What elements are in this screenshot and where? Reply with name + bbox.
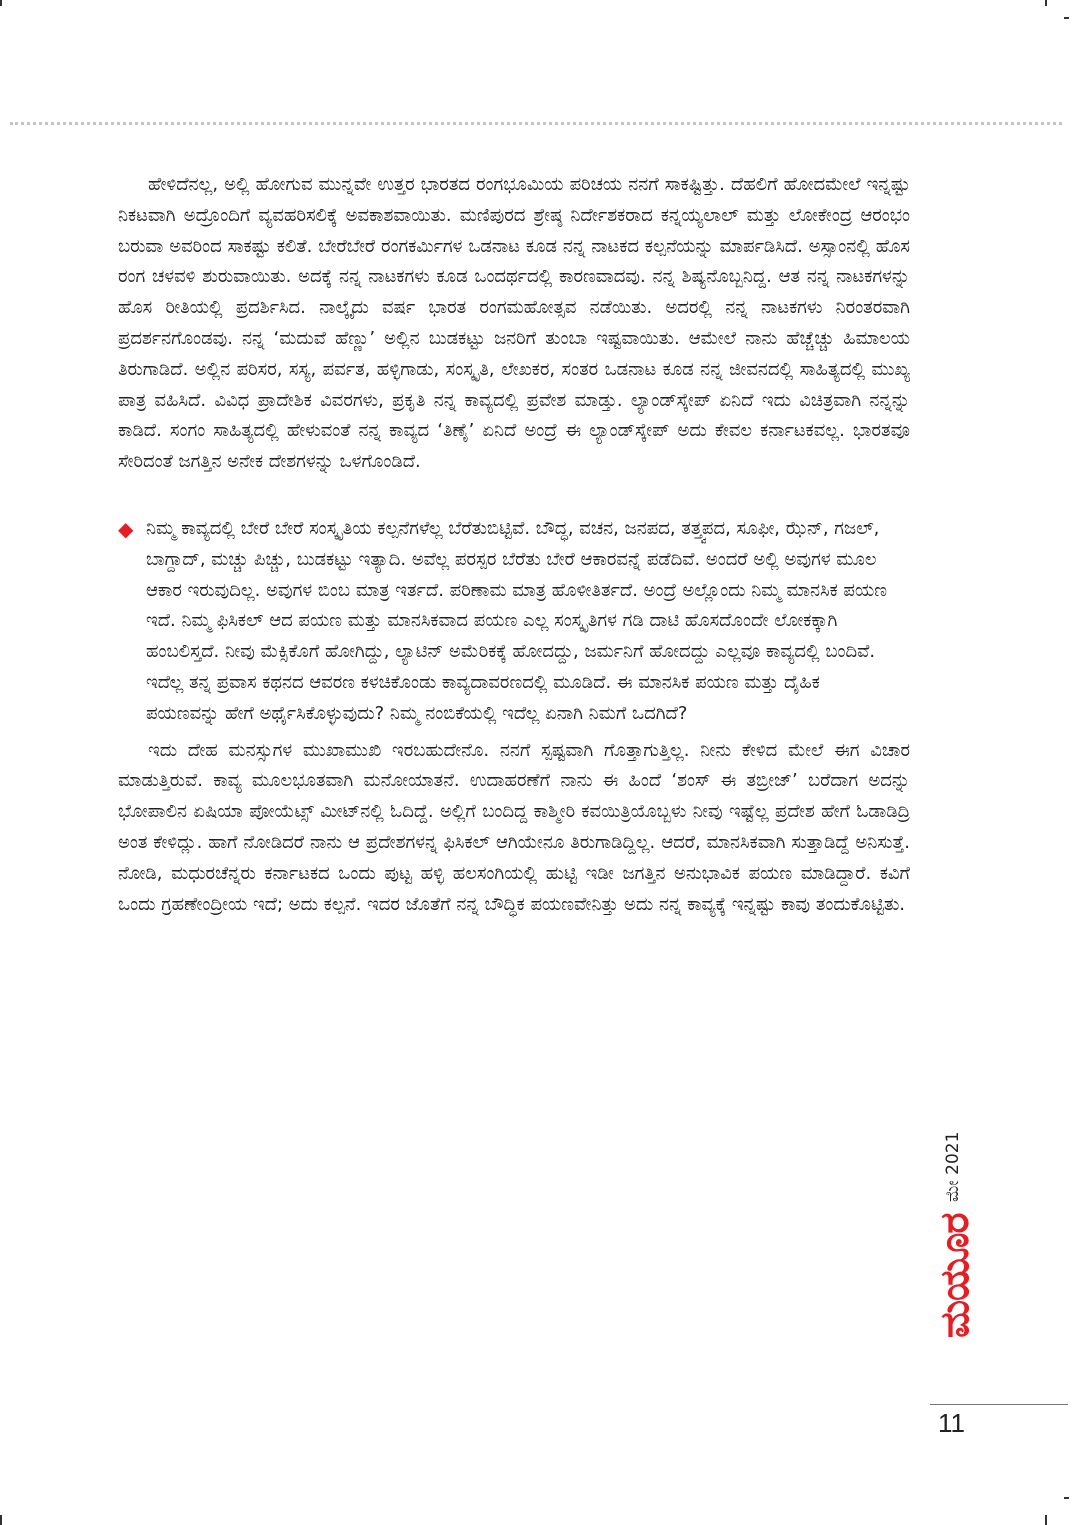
page-number: 11 [938,1408,965,1438]
issue-date: ಮೇ 2021 [943,1131,963,1202]
crop-mark-top-right [1045,0,1047,6]
page-number-rule [930,1404,1068,1405]
crop-mark-bottom-left [0,1515,2,1525]
crop-mark-right-top [1064,17,1069,19]
magazine-masthead-logo: ಮಯೂರ [932,1213,978,1338]
question-text: ನಿಮ್ಮ ಕಾವ್ಯದಲ್ಲಿ ಬೇರೆ ಬೇರೆ ಸಂಸ್ಕೃತಿಯ ಕಲ್ಪನೆಗಳೆಲ್ಲ ಬೆರೆತುಬಿಟ್ಟಿವೆ. ಬೌದ್ಧ, ವಚನ, ಜನಪದ, ತತ್ತ್ವಪದ, ಸೂಫೀ, ಝೆನ್, ಗಜಲ್, ಬಾಗ್ದಾದ್, ಮಚ್ಚು ಪಿಚ್ಚು, ಬುಡಕಟ್ಟು ಇತ್ಯಾದಿ. ಅವೆಲ್ಲ ಪರಸ್ಪರ ಬೆರೆತು ಬೇರೆ ಆಕಾರವನ್ನೆ ಪಡೆದಿವೆ. ಅಂದರೆ ಅಲ್ಲಿ ಅವುಗಳ ಮೂಲ ಆಕಾರ ಇರುವುದಿಲ್ಲ. ಅವುಗಳ ಬಿಂಬ ಮಾತ್ರ ಇರ್ತದೆ. ಪರಿಣಾಮ ಮಾತ್ರ ಹೊಳೀತಿರ್ತದೆ. ಅಂದ್ರೆ ಅಲ್ಲೊಂದು ನಿಮ್ಮ ಮಾನಸಿಕ ಪಯಣ ಇದೆ. ನಿಮ್ಮ ಫಿಸಿಕಲ್ ಆದ ಪಯಣ ಮತ್ತು ಮಾನಸಿಕವಾದ ಪಯಣ ಎಲ್ಲ ಸಂಸ್ಕೃತಿಗಳ ಗಡಿ ದಾಟಿ ಹೊಸದೊಂದೇ ಲೋಕಕ್ಕಾಗಿ ಹಂಬಲಿಸ್ತದೆ. ನೀವು ಮೆಕ್ಸಿಕೊಗೆ ಹೋಗಿದ್ದು, ಲ್ಯಾಟಿನ್ ಅಮೆರಿಕಕ್ಕೆ ಹೋದದ್ದು, ಜರ್ಮನಿಗೆ ಹೋದದ್ದು ಎಲ್ಲವೂ ಕಾವ್ಯದಲ್ಲಿ ಬಂದಿವೆ. ಇದೆಲ್ಲ ತನ್ನ ಪ್ರವಾಸ ಕಥನದ ಆವರಣ ಕಳಚಿಕೊಂಡು ಕಾವ್ಯದಾವರಣದಲ್ಲಿ ಮೂಡಿದೆ. ಈ ಮಾನಸಿಕ ಪಯಣ ಮತ್ತು ದೈಹಿಕ ಪಯಣವನ್ನು ಹೇಗೆ ಅರ್ಥೈಸಿಕೊಳ್ಳುವುದು? ನಿಮ್ಮ ನಂಬಿಕೆಯಲ್ಲಿ ಇದೆಲ್ಲ ಏನಾಗಿ ನಿಮಗೆ ಒದಗಿದೆ? [146,517,887,724]
interview-answer: ಇದು ದೇಹ ಮನಸ್ಸುಗಳ ಮುಖಾಮುಖಿ ಇರಬಹುದೇನೊ. ನನಗೆ ಸ್ಪಷ್ಟವಾಗಿ ಗೊತ್ತಾಗುತ್ತಿಲ್ಲ. ನೀನು ಕೇಳಿದ ಮೇಲೆ ಈಗ ವಿಚಾರ ಮಾಡುತ್ತಿರುವೆ. ಕಾವ್ಯ ಮೂಲಭೂತವಾಗಿ ಮನೋಯಾತನೆ. ಉದಾಹರಣೆಗೆ ನಾನು ಈ ಹಿಂದೆ ‘ಶಂಸ್ ಈ ತಬ್ರೀಜ್’ ಬರೆದಾಗ ಅದನ್ನು ಭೋಪಾಲಿನ ಏಷಿಯಾ ಪೋಯೆಟ್ಸ್ ಮೀಟ್‌ನಲ್ಲಿ ಓದಿದ್ದೆ. ಅಲ್ಲಿಗೆ ಬಂದಿದ್ದ ಕಾಶ್ಮೀರಿ ಕವಯಿತ್ರಿಯೊಬ್ಬಳು ನೀವು ಇಷ್ಟೆಲ್ಲ ಪ್ರದೇಶ ಹೇಗೆ ಓಡಾಡಿದ್ರಿ ಅಂತ ಕೇಳಿದ್ಲು. ಹಾಗೆ ನೋಡಿದರೆ ನಾನು ಆ ಪ್ರದೇಶಗಳನ್ನ ಫಿಸಿಕಲ್ ಆಗಿಯೇನೂ ತಿರುಗಾಡಿದ್ದಿಲ್ಲ. ಆದರೆ, ಮಾನಸಿಕವಾಗಿ ಸುತ್ತಾಡಿದ್ದೆ ಅನಿಸುತ್ತೆ. ನೋಡಿ, ಮಧುರಚೆನ್ನರು ಕರ್ನಾಟಕದ ಒಂದು ಪುಟ್ಟ ಹಳ್ಳಿ ಹಲಸಂಗಿಯಲ್ಲಿ ಹುಟ್ಟಿ ಇಡೀ ಜಗತ್ತಿನ ಅನುಭಾವಿಕ ಪಯಣ ಮಾಡಿದ್ದಾರೆ. ಕವಿಗೆ ಒಂದು ಗ್ರಹಣೇಂದ್ರೀಯ ಇದೆ; ಅದು ಕಲ್ಪನೆ. ಇದರ ಜೊತೆಗೆ ನನ್ನ ಬೌದ್ಧಿಕ ಪಯಣವೇನಿತ್ತು ಅದು ನನ್ನ ಕಾವ್ಯಕ್ಕೆ ಇನ್ನಷ್ಟು ಕಾವು ತಂದುಕೊಟ್ಟಿತು. [118,739,910,915]
crop-mark-right-bottom [1064,1497,1069,1499]
interview-question [118,514,910,730]
diamond-bullet-icon: ◆ [118,516,134,541]
article-body [118,170,910,920]
article-paragraph: ಹೇಳಿದೆನಲ್ಲ, ಅಲ್ಲಿ ಹೋಗುವ ಮುನ್ನವೇ ಉತ್ತರ ಭಾರತದ ರಂಗಭೂಮಿಯ ಪರಿಚಯ ನನಗೆ ಸಾಕಷ್ಟಿತ್ತು. ದೆಹಲಿಗೆ ಹೋದಮೇಲೆ ಇನ್ನಷ್ಟು ನಿಕಟವಾಗಿ ಅದ್ರೊಂದಿಗೆ ವ್ಯವಹರಿಸಲಿಕ್ಕೆ ಅವಕಾಶವಾಯಿತು. ಮಣಿಪುರದ ಶ್ರೇಷ್ಠ ನಿರ್ದೇಶಕರಾದ ಕನ್ನಯ್ಯಲಾಲ್ ಮತ್ತು ಲೋಕೇಂದ್ರ ಆರಂಭಂ ಬರುವಾ ಅವರಿಂದ ಸಾಕಷ್ಟು ಕಲಿತೆ. ಬೇರೆಬೇರೆ ರಂಗಕರ್ಮಿಗಳ ಒಡನಾಟ ಕೂಡ ನನ್ನ ನಾಟಕದ ಕಲ್ಪನೆಯನ್ನು ಮಾರ್ಪಡಿಸಿದೆ. ಅಸ್ಸಾಂನಲ್ಲಿ ಹೊಸ ರಂಗ ಚಳವಳಿ ಶುರುವಾಯಿತು. ಅದಕ್ಕೆ ನನ್ನ ನಾಟಕಗಳು ಕೂಡ ಒಂದರ್ಥದಲ್ಲಿ ಕಾರಣವಾದವು. ನನ್ನ ಶಿಷ್ಯನೊಬ್ಬನಿದ್ದ. ಆತ ನನ್ನ ನಾಟಕಗಳನ್ನು ಹೊಸ ರೀತಿಯಲ್ಲಿ ಪ್ರದರ್ಶಿಸಿದ. ನಾಲ್ಕೈದು ವರ್ಷ ಭಾರತ ರಂಗಮಹೋತ್ಸವ ನಡೆಯಿತು. ಅದರಲ್ಲಿ ನನ್ನ ನಾಟಕಗಳು ನಿರಂತರವಾಗಿ ಪ್ರದರ್ಶನಗೊಂಡವು. ನನ್ನ ‘ಮದುವೆ ಹೆಣ್ಣು’ ಅಲ್ಲಿನ ಬುಡಕಟ್ಟು ಜನರಿಗೆ ತುಂಬಾ ಇಷ್ಟವಾಯಿತು. ಆಮೇಲೆ ನಾನು ಹೆಚ್ಚೆಚ್ಚು ಹಿಮಾಲಯ ತಿರುಗಾಡಿದೆ. ಅಲ್ಲಿನ ಪರಿಸರ, ಸಸ್ಯ, ಪರ್ವತ, ಹಳ್ಳಿಗಾಡು, ಸಂಸ್ಕೃತಿ, ಲೇಖಕರ, ಸಂತರ ಒಡನಾಟ ಕೂಡ ನನ್ನ ಜೀವನದಲ್ಲಿ ಸಾಹಿತ್ಯದಲ್ಲಿ ಮುಖ್ಯ ಪಾತ್ರ ವಹಿಸಿದೆ. ವಿವಿಧ ಪ್ರಾದೇಶಿಕ ವಿವರಗಳು, ಪ್ರಕೃತಿ ನನ್ನ ಕಾವ್ಯದಲ್ಲಿ ಪ್ರವೇಶ ಮಾಡ್ತು. ಲ್ಯಾಂಡ್‌ಸ್ಕೇಪ್ ಏನಿದೆ ಇದು ವಿಚಿತ್ರವಾಗಿ ನನ್ನನ್ನು ಕಾಡಿದೆ. ಸಂಗಂ ಸಾಹಿತ್ಯದಲ್ಲಿ ಹೇಳುವಂತೆ ನನ್ನ ಕಾವ್ಯದ ‘ತಿಣೈ’ ಏನಿದೆ ಅಂದ್ರೆ ಈ ಲ್ಯಾಂಡ್‌ಸ್ಕೇಪ್ ಅದು ಕೇವಲ ಕರ್ನಾಟಕವಲ್ಲ. ಭಾರತವೂ ಸೇರಿದಂತೆ ಜಗತ್ತಿನ ಅನೇಕ ದೇಶಗಳನ್ನು ಒಳಗೊಂಡಿದೆ. [118,174,910,473]
header-dotted-rule [10,122,1062,125]
crop-mark-top-left [0,0,2,6]
crop-mark-bottom-right [1045,1515,1047,1525]
